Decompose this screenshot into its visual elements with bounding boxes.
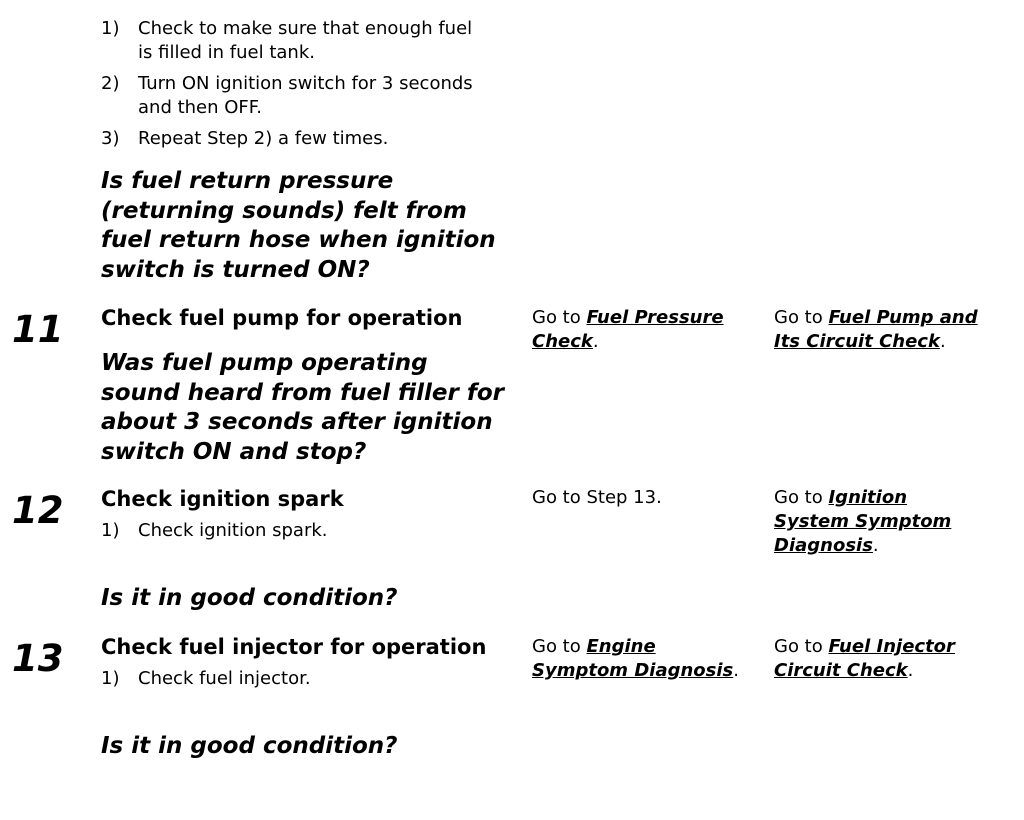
no-prefix: Go to <box>774 307 829 328</box>
ignition-system-symptom-diagnosis-link[interactable]: Ignition System Symptom Diagnosis <box>774 487 952 556</box>
yes-suffix: . <box>592 331 599 352</box>
step-number: 12 <box>12 489 64 532</box>
item-number: 1) <box>101 668 120 689</box>
item-number: 2) <box>101 73 120 94</box>
step-title: Check ignition spark <box>101 487 344 511</box>
fuel-pressure-check-link[interactable]: Fuel Pressure Check <box>532 307 724 352</box>
step-question: Is it in good condition? <box>101 585 398 611</box>
engine-symptom-diagnosis-link[interactable]: Engine Symptom Diagnosis <box>532 636 734 681</box>
item-number: 1) <box>101 520 120 541</box>
step-title: Check fuel injector for operation <box>101 635 487 659</box>
item-text: Turn ON ignition switch for 3 seconds and then OFF. <box>138 73 473 118</box>
step-question: Was fuel pump operating sound heard from fuel filler for about 3 seconds after ignition switch ON and stop? <box>101 350 504 465</box>
yes-prefix: Go to <box>532 636 587 657</box>
item-text: Check fuel injector. <box>138 668 311 689</box>
no-prefix: Go to <box>774 636 829 657</box>
yes-prefix: Go to <box>532 307 587 328</box>
item-text: Check ignition spark. <box>138 520 328 541</box>
step-no-result <box>774 635 994 683</box>
item-number: 3) <box>101 128 120 149</box>
step-no-result <box>774 306 1009 354</box>
list-item <box>101 127 481 151</box>
no-suffix: . <box>872 535 879 556</box>
item-number: 1) <box>101 18 120 39</box>
item-text: Repeat Step 2) a few times. <box>138 128 389 149</box>
step-number: 11 <box>12 308 64 351</box>
prev-step-items <box>101 17 481 151</box>
no-suffix: . <box>907 660 914 681</box>
step-no-result <box>774 486 974 558</box>
prev-step-question: Is fuel return pressure (returning sounds) felt from fuel return hose when ignition switch is turned ON? <box>101 168 496 283</box>
step-yes-result <box>532 306 757 354</box>
item-text: Check to make sure that enough fuel is filled in fuel tank. <box>138 18 473 63</box>
step-title: Check fuel pump for operation <box>101 306 463 330</box>
step-items <box>101 519 481 543</box>
step-yes-result <box>532 635 757 683</box>
list-item <box>101 667 481 691</box>
yes-suffix: . <box>733 660 739 681</box>
list-item <box>101 72 481 120</box>
step-number: 13 <box>12 637 64 680</box>
step-items <box>101 667 481 691</box>
list-item <box>101 519 481 543</box>
fuel-injector-circuit-check-link[interactable]: Fuel Injector Circuit Check <box>774 636 955 681</box>
no-prefix: Go to <box>774 487 829 508</box>
step-yes-result: Go to Step 13. <box>532 487 662 508</box>
fuel-pump-circuit-check-link[interactable]: Fuel Pump and Its Circuit Check <box>774 307 978 352</box>
list-item <box>101 17 481 65</box>
no-suffix: . <box>939 331 946 352</box>
step-question: Is it in good condition? <box>101 733 398 759</box>
